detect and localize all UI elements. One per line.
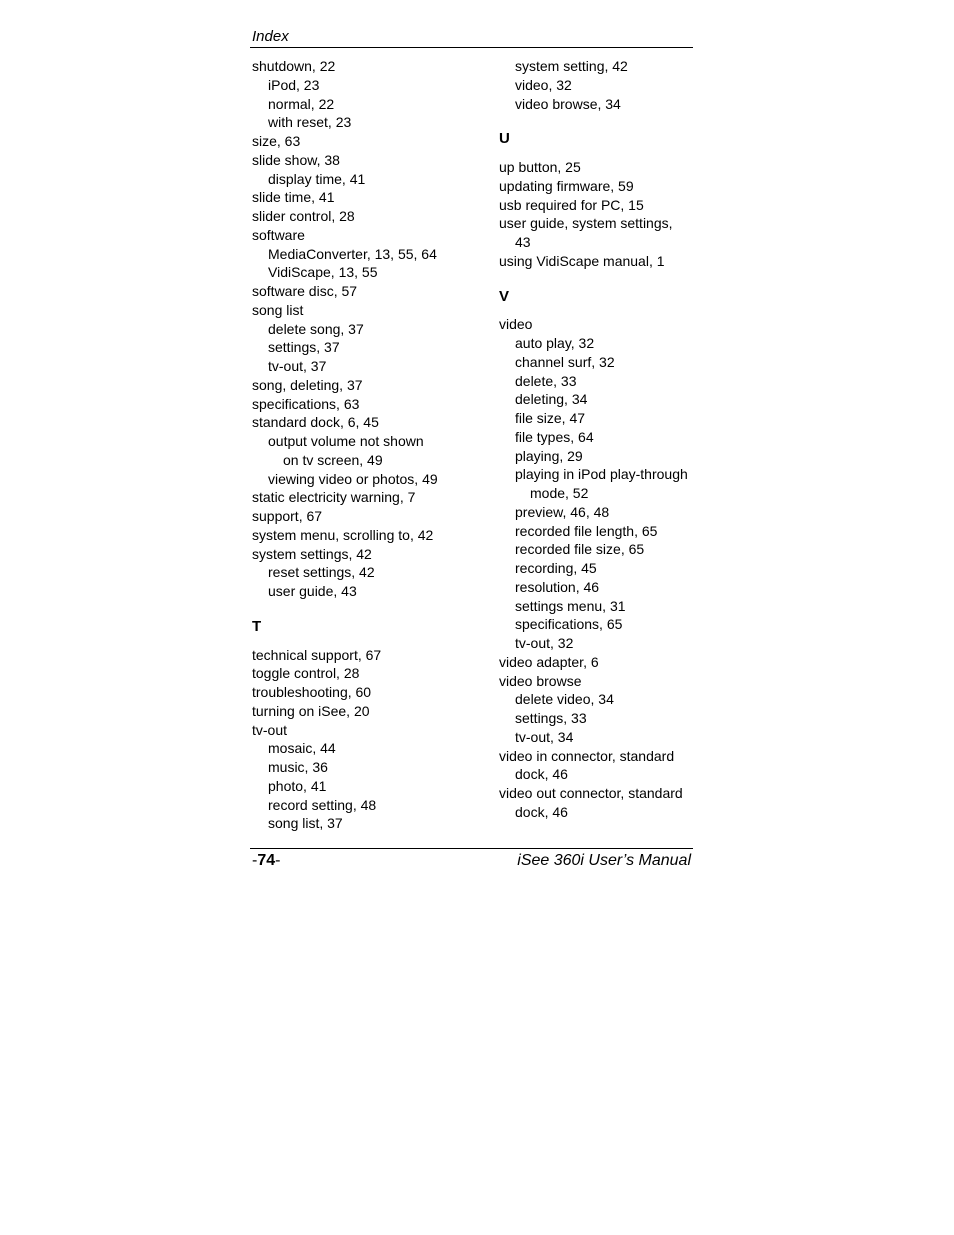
index-subentry: iPod, 23 bbox=[268, 76, 320, 93]
index-entry: video out connector, standard bbox=[499, 785, 683, 801]
index-subentry: system setting, 42 bbox=[515, 58, 628, 74]
index-subentry: output volume not shown bbox=[268, 433, 424, 449]
index-subentry: tv-out, 34 bbox=[515, 728, 574, 745]
index-subentry: channel surf, 32 bbox=[515, 353, 615, 370]
index-entry: song, deleting, 37 bbox=[252, 376, 363, 393]
index-letter-heading: T bbox=[252, 617, 262, 635]
index-subentry: 43 bbox=[515, 234, 531, 250]
index-column-left bbox=[252, 57, 482, 833]
index-subentry: dock, 46 bbox=[515, 766, 568, 783]
index-subentry: mosaic, 44 bbox=[268, 740, 336, 757]
index-subentry: reset settings, 42 bbox=[268, 564, 375, 581]
index-subentry: video browse, 34 bbox=[515, 95, 621, 112]
index-subentry: record setting, 48 bbox=[268, 796, 377, 813]
page-number bbox=[252, 851, 280, 871]
index-subentry: settings menu, 31 bbox=[515, 597, 626, 614]
index-entry: using VidiScape manual, 1 bbox=[499, 252, 665, 269]
index-column-right bbox=[499, 57, 693, 822]
index-subentry: video, 32 bbox=[515, 76, 572, 93]
index-subentry: MediaConverter, 13, 55, 64 bbox=[268, 245, 437, 262]
index-subentry: tv-out, 32 bbox=[515, 635, 574, 651]
index-subentry: viewing video or photos, 49 bbox=[268, 470, 438, 487]
index-subentry: settings, 33 bbox=[515, 710, 587, 726]
index-subentry: photo, 41 bbox=[268, 777, 327, 794]
page-number-value: 74 bbox=[257, 852, 276, 869]
index-entry: toggle control, 28 bbox=[252, 665, 360, 682]
index-subentry: tv-out, 37 bbox=[268, 358, 327, 374]
header-rule bbox=[250, 47, 693, 48]
index-entry: static electricity warning, 7 bbox=[252, 489, 416, 506]
index-entry: video browse bbox=[499, 672, 582, 689]
index-subentry: with reset, 23 bbox=[268, 114, 352, 131]
index-subentry: delete video, 34 bbox=[515, 691, 614, 708]
index-entry: video bbox=[499, 316, 533, 333]
index-entry: slide show, 38 bbox=[252, 151, 340, 168]
index-subentry: delete song, 37 bbox=[268, 320, 364, 337]
index-subentry: music, 36 bbox=[268, 759, 328, 775]
index-subentry: auto play, 32 bbox=[515, 335, 595, 351]
index-entry: user guide, system settings, bbox=[499, 215, 673, 232]
index-subentry: file types, 64 bbox=[515, 428, 594, 445]
index-entry: tv-out bbox=[252, 721, 288, 738]
footer-rule bbox=[250, 848, 693, 849]
index-entry: system menu, scrolling to, 42 bbox=[252, 526, 434, 543]
index-entry: usb required for PC, 15 bbox=[499, 196, 644, 213]
index-subentry: preview, 46, 48 bbox=[515, 503, 610, 520]
index-entry: troubleshooting, 60 bbox=[252, 684, 372, 700]
index-subentry: delete, 33 bbox=[515, 372, 577, 389]
index-subentry: recorded file size, 65 bbox=[515, 541, 645, 558]
index-letter-heading: U bbox=[499, 130, 510, 148]
index-entry: turning on iSee, 20 bbox=[252, 702, 370, 719]
index-entry: updating firmware, 59 bbox=[499, 177, 634, 194]
index-entry: size, 63 bbox=[252, 133, 301, 149]
index-subentry: playing, 29 bbox=[515, 447, 583, 464]
index-entry: video adapter, 6 bbox=[499, 653, 599, 670]
index-subentry: resolution, 46 bbox=[515, 578, 600, 595]
index-letter-heading: V bbox=[499, 287, 510, 305]
index-subentry: playing in iPod play-through bbox=[515, 466, 688, 483]
page-number-prefix: - bbox=[252, 852, 258, 869]
index-subentry: mode, 52 bbox=[530, 485, 589, 501]
index-entry: shutdown, 22 bbox=[252, 58, 336, 74]
index-entry: specifications, 63 bbox=[252, 395, 360, 412]
index-entry: standard dock, 6, 45 bbox=[252, 414, 379, 431]
index-entry: video in connector, standard bbox=[499, 747, 675, 764]
index-entry: software bbox=[252, 226, 305, 243]
index-subentry: specifications, 65 bbox=[515, 616, 623, 633]
index-subentry: recorded file length, 65 bbox=[515, 522, 658, 539]
index-subentry: dock, 46 bbox=[515, 803, 568, 820]
page-number-suffix: - bbox=[275, 852, 281, 869]
index-entry: up button, 25 bbox=[499, 159, 581, 175]
index-subentry: file size, 47 bbox=[515, 410, 586, 426]
index-subentry: deleting, 34 bbox=[515, 391, 588, 408]
index-subentry: VidiScape, 13, 55 bbox=[268, 264, 378, 281]
index-entry: support, 67 bbox=[252, 508, 323, 524]
index-subentry: on tv screen, 49 bbox=[283, 451, 383, 468]
index-entry: slider control, 28 bbox=[252, 208, 355, 224]
index-subentry: recording, 45 bbox=[515, 560, 597, 576]
index-subentry: user guide, 43 bbox=[268, 583, 357, 599]
index-subentry: settings, 37 bbox=[268, 339, 340, 356]
index-entry: system settings, 42 bbox=[252, 545, 372, 562]
manual-title: iSee 360i User’s Manual bbox=[517, 852, 691, 869]
index-entry: song list bbox=[252, 301, 304, 318]
index-subentry: display time, 41 bbox=[268, 170, 366, 187]
index-subentry: normal, 22 bbox=[268, 95, 335, 112]
index-entry: software disc, 57 bbox=[252, 283, 358, 299]
index-entry: technical support, 67 bbox=[252, 646, 382, 663]
index-entry: slide time, 41 bbox=[252, 189, 335, 206]
running-header-title: Index bbox=[252, 28, 289, 45]
index-subentry: song list, 37 bbox=[268, 815, 343, 832]
